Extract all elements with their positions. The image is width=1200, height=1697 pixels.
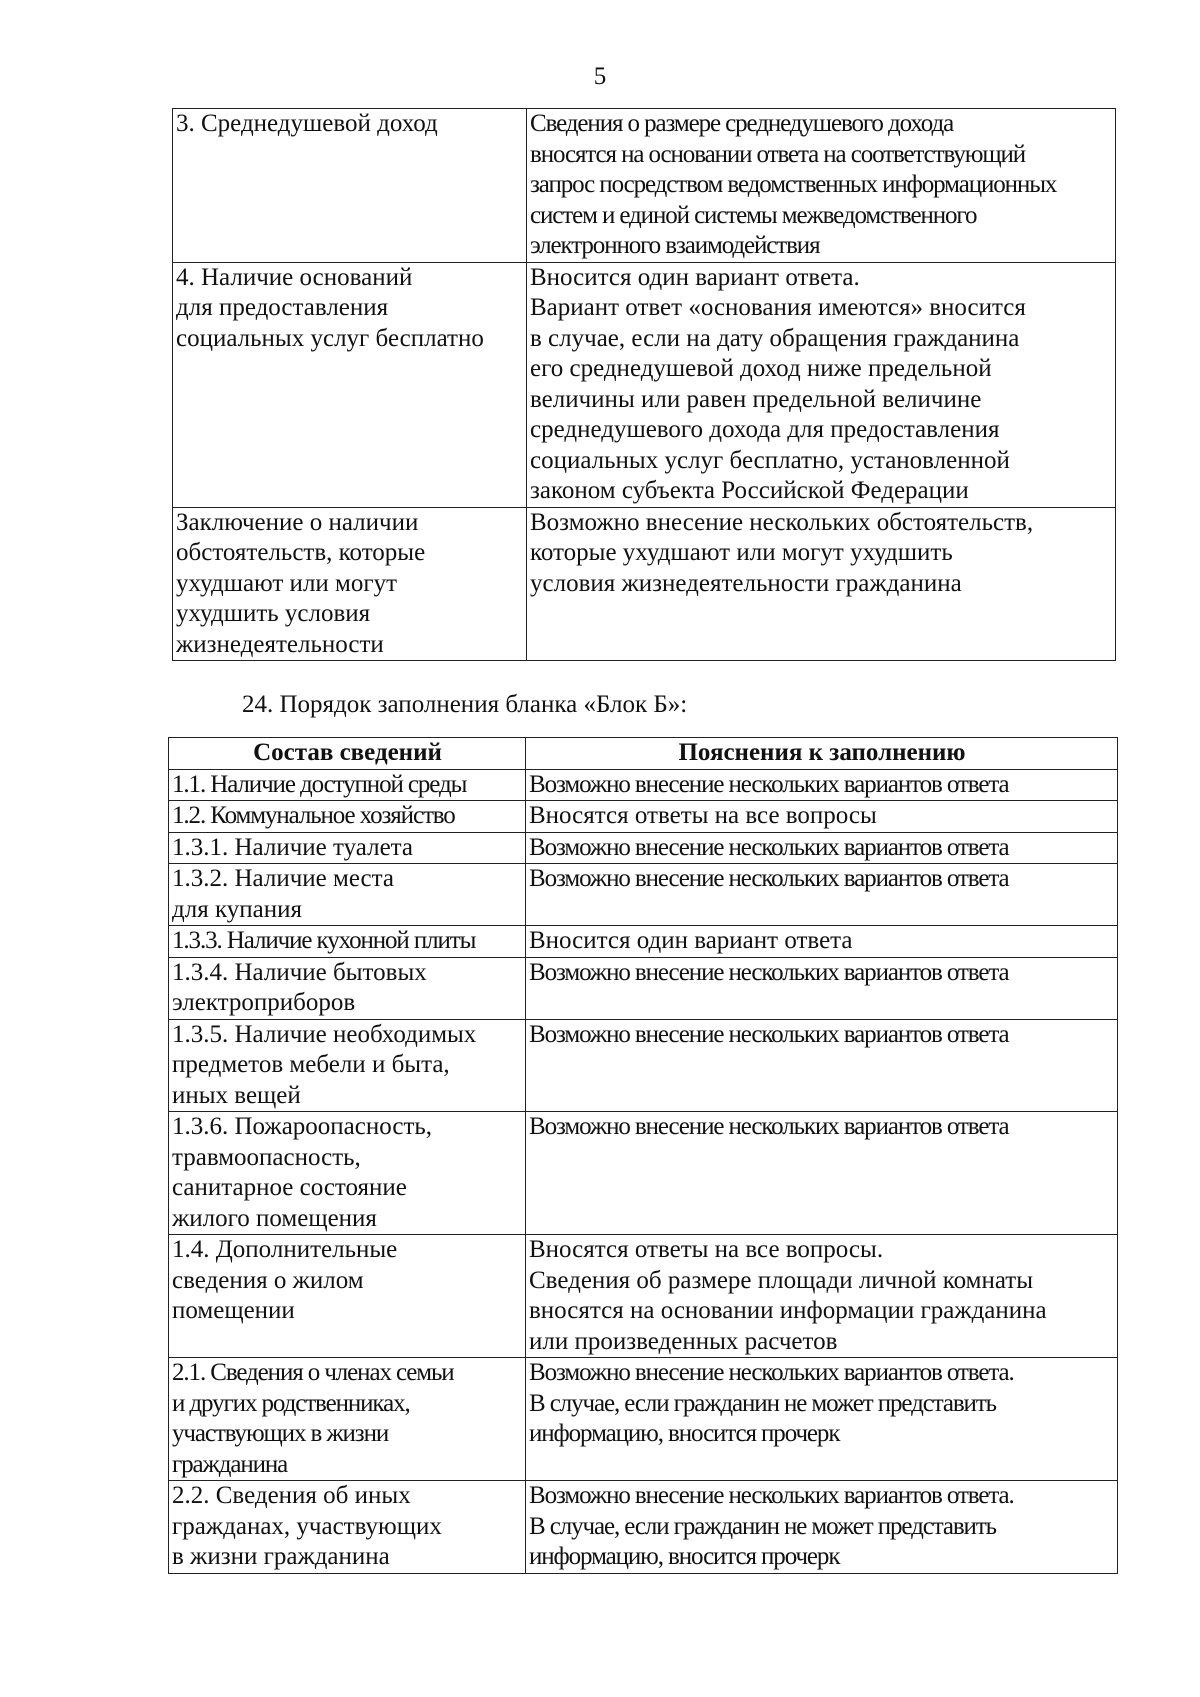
note-cell: Вносится один вариант ответа: [526, 926, 1118, 958]
table-row: [169, 957, 1118, 1019]
note-cell: Вносятся ответы на все вопросы: [526, 801, 1118, 833]
item-cell: 3. Среднедушевой доход: [173, 109, 527, 263]
item-cell: 1.4. Дополнительные сведения о жилом помещении: [169, 1235, 526, 1358]
table-row: [169, 832, 1118, 864]
note-cell: Возможно внесение нескольких обстоятельств, которые ухудшают или могут ухудшить условия жизнедеятельности гражданина: [527, 507, 1116, 661]
note-cell: Возможно внесение нескольких вариантов ответа: [526, 1019, 1118, 1112]
table-row: [169, 926, 1118, 958]
item-cell: 1.3.4. Наличие бытовых электроприборов: [169, 957, 526, 1019]
table-row: [173, 507, 1116, 661]
table-row: [169, 769, 1118, 801]
table-row: [169, 1112, 1118, 1235]
note-cell: Возможно внесение нескольких вариантов ответа. В случае, если гражданин не может представить информацию, вносится прочерк: [526, 1358, 1118, 1481]
note-cell: Возможно внесение нескольких вариантов ответа: [526, 864, 1118, 926]
table-row: [169, 1358, 1118, 1481]
criteria-table-top: [172, 108, 1116, 661]
table-row: [169, 1019, 1118, 1112]
block-b-table: [168, 737, 1118, 1574]
note-cell: Возможно внесение нескольких вариантов ответа: [526, 769, 1118, 801]
table-row: [169, 864, 1118, 926]
column-header-explanations: Пояснения к заполнению: [526, 738, 1118, 770]
item-cell: 1.3.2. Наличие места для купания: [169, 864, 526, 926]
note-cell: Возможно внесение нескольких вариантов ответа: [526, 957, 1118, 1019]
table-row: [169, 1481, 1118, 1574]
item-cell: 1.3.3. Наличие кухонной плиты: [169, 926, 526, 958]
note-cell: Возможно внесение нескольких вариантов ответа. В случае, если гражданин не может представить информацию, вносится прочерк: [526, 1481, 1118, 1574]
column-header-composition: Состав сведений: [169, 738, 526, 770]
note-cell: Вносятся ответы на все вопросы. Сведения об размере площади личной комнаты вносятся на основании информации гражданина или произведенных расчетов: [526, 1235, 1118, 1358]
section-heading: 24. Порядок заполнения бланка «Блок Б»:: [242, 691, 688, 718]
item-cell: 4. Наличие оснований для предоставления социальных услуг бесплатно: [173, 262, 527, 507]
item-cell: 1.3.6. Пожароопасность, травмоопасность, санитарное состояние жилого помещения: [169, 1112, 526, 1235]
note-cell: Возможно внесение нескольких вариантов ответа: [526, 832, 1118, 864]
table-header-row: [169, 738, 1118, 770]
page-number: 5: [593, 63, 607, 90]
note-cell: Сведения о размере среднедушевого дохода вносятся на основании ответа на соответствующий запрос посредством ведомственных информационных систем и единой системы межведомственного электронного взаимодействия: [527, 109, 1116, 263]
item-cell: 2.1. Сведения о членах семьи и других родственниках, участвующих в жизни гражданина: [169, 1358, 526, 1481]
note-cell: Вносится один вариант ответа. Вариант ответ «основания имеются» вносится в случае, если на дату обращения гражданина его среднедушевой доход ниже предельной величины или равен предельной величине среднедушевого дохода для предоставления социальных услуг бесплатно, установленной законом субъекта Российской Федерации: [527, 262, 1116, 507]
table-row: [173, 109, 1116, 263]
table-row: [169, 801, 1118, 833]
note-cell: Возможно внесение нескольких вариантов ответа: [526, 1112, 1118, 1235]
item-cell: Заключение о наличии обстоятельств, которые ухудшают или могут ухудшить условия жизнедеятельности: [173, 507, 527, 661]
table-row: [169, 1235, 1118, 1358]
item-cell: 1.3.1. Наличие туалета: [169, 832, 526, 864]
item-cell: 2.2. Сведения об иных гражданах, участвующих в жизни гражданина: [169, 1481, 526, 1574]
table-row: [173, 262, 1116, 507]
item-cell: 1.2. Коммунальное хозяйство: [169, 801, 526, 833]
item-cell: 1.3.5. Наличие необходимых предметов мебели и быта, иных вещей: [169, 1019, 526, 1112]
item-cell: 1.1. Наличие доступной среды: [169, 769, 526, 801]
